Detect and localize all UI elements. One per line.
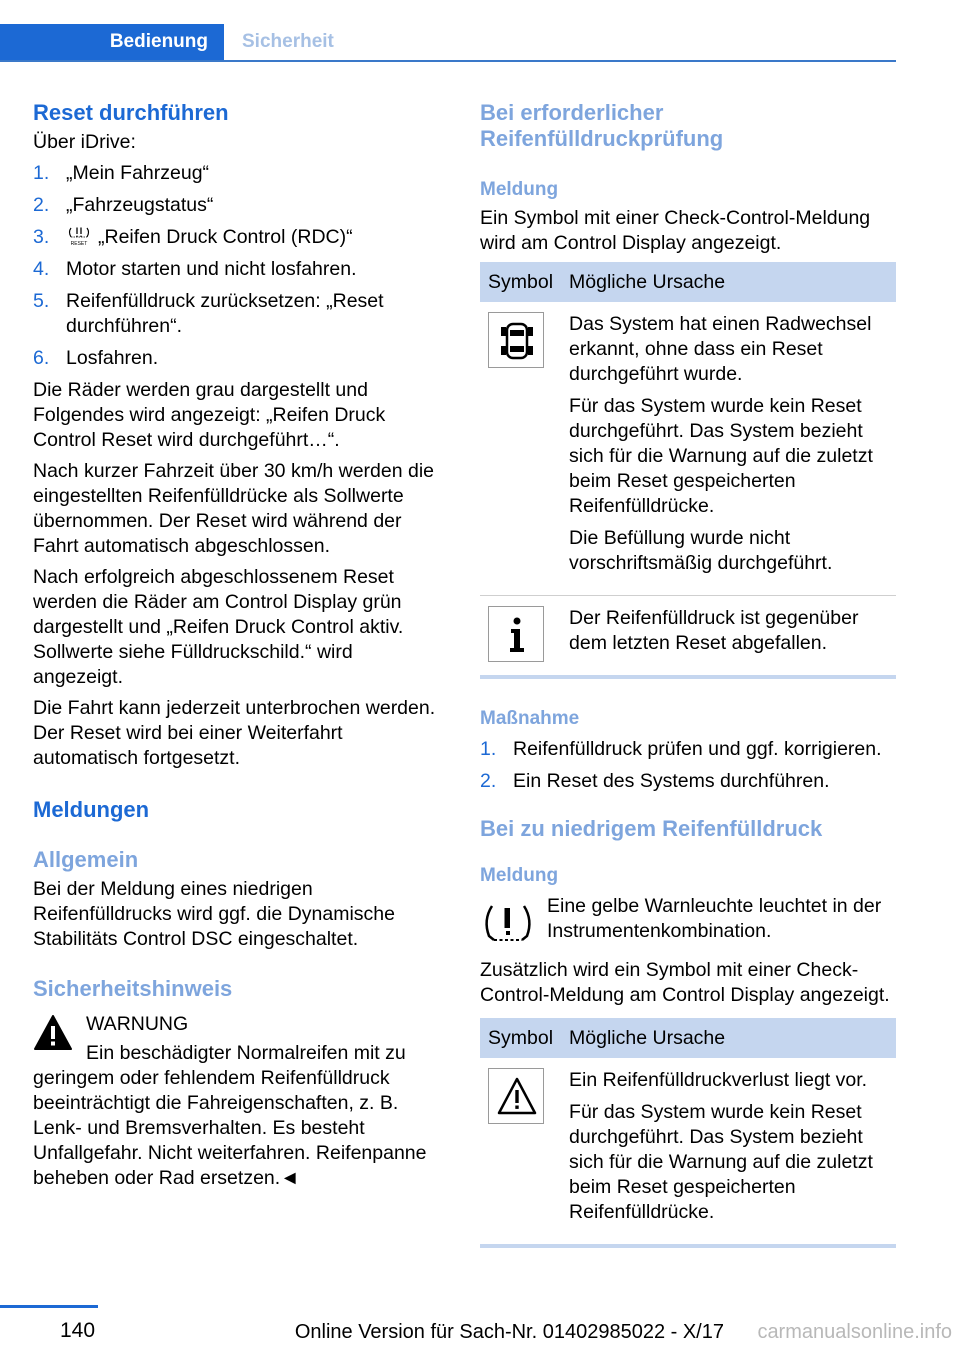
sicherheitshinweis-heading: Sicherheitshinweis bbox=[33, 976, 233, 1001]
warning-triangle-icon bbox=[33, 1014, 73, 1052]
list-item bbox=[480, 769, 896, 794]
page-number: 140 bbox=[60, 1319, 96, 1342]
body-paragraph: Die Räder werden grau dargestellt und Folgendes wird angezeigt: „Reifen Druck Control Reset wird durchgeführt…“. bbox=[33, 379, 386, 451]
left-column bbox=[33, 100, 448, 1197]
warning-label: WARNUNG bbox=[86, 1013, 189, 1035]
warning-text: Ein beschädigter Normalreifen mit zu geringem oder fehlendem Reifenfülldruck beeinträchtigt die Fahreigenschaften, z. B. Lenk- und Bremsverhalten. Es besteht Unfallgefahr. Nicht weiterfahren. Reifenpanne beheben oder Rad ersetzen.◄ bbox=[33, 1042, 427, 1189]
info-icon bbox=[489, 607, 545, 663]
list-item bbox=[33, 289, 448, 339]
symbol-table-1 bbox=[480, 262, 896, 675]
meldungen-heading: Meldungen bbox=[33, 797, 150, 822]
step-number: 4. bbox=[33, 258, 50, 280]
step-number: 3. bbox=[33, 226, 50, 248]
warning-lamp-text: Eine gelbe Warnleuchte leuchtet in der Instrumentenkombination. bbox=[547, 895, 882, 942]
massnahme-heading: Maßnahme bbox=[480, 708, 580, 729]
table-end-bar bbox=[480, 675, 896, 679]
via-idrive-text: Über iDrive: bbox=[33, 131, 136, 153]
section-tab-bar bbox=[0, 24, 896, 62]
symbol-cell bbox=[480, 302, 561, 596]
rdc-reset-icon bbox=[66, 226, 92, 246]
meldung-heading: Meldung bbox=[480, 179, 559, 200]
watermark-text: carmanualsonline.info bbox=[757, 1321, 952, 1343]
cause-cell bbox=[561, 596, 896, 676]
rdc-icon-label: RESET bbox=[70, 241, 88, 246]
step-number: 5. bbox=[33, 290, 50, 312]
step-text: „Mein Fahrzeug“ bbox=[66, 162, 210, 184]
step-text: Losfahren. bbox=[66, 347, 159, 369]
step-number: 2. bbox=[480, 770, 497, 792]
car-wheels-icon bbox=[489, 313, 545, 369]
table-header-row bbox=[480, 1018, 896, 1058]
step-text: Reifenfülldruck prüfen und ggf. korrigieren. bbox=[513, 738, 882, 760]
list-item bbox=[33, 225, 448, 250]
list-item bbox=[33, 161, 448, 186]
column-header-cause: Mögliche Ursache bbox=[561, 262, 896, 302]
body-paragraph: Die Fahrt kann jederzeit unterbrochen werden. Der Reset wird bei einer Weiterfahrt automatisch fortgesetzt. bbox=[33, 697, 436, 769]
step-text: „Reifen Druck Control (RDC)“ bbox=[98, 226, 353, 248]
symbol-table-2 bbox=[480, 1018, 896, 1244]
column-header-cause: Mögliche Ursache bbox=[561, 1018, 896, 1058]
reset-heading: Reset durchführen bbox=[33, 100, 229, 125]
online-version-text: Online Version für Sach-Nr. 01402985022 - X/17 bbox=[294, 1321, 724, 1343]
warning-lamp-block bbox=[480, 894, 896, 944]
tire-pressure-warning-icon bbox=[480, 896, 536, 952]
step-text: „Fahrzeugstatus“ bbox=[66, 194, 214, 216]
symbol-frame bbox=[488, 312, 544, 368]
body-paragraph: Nach kurzer Fahrzeit über 30 km/h werden die eingestellten Reifenfülldrücke als Sollwerte übernommen. Der Reset wird während der Fahrt automatisch abgeschlossen. bbox=[33, 460, 435, 557]
cause-text: Die Befüllung wurde nicht vorschriftsmäßig durchgeführt. bbox=[569, 527, 833, 574]
step-number: 6. bbox=[33, 347, 50, 369]
list-item bbox=[33, 257, 448, 282]
cause-text: Für das System wurde kein Reset durchgeführt. Das System bezieht sich für die Warnung auf die zuletzt beim Reset gespeicherten Reifenfülldrücke. bbox=[569, 395, 873, 517]
footer-accent-line bbox=[0, 1305, 98, 1308]
cause-cell bbox=[561, 1058, 896, 1244]
step-number: 1. bbox=[480, 738, 497, 760]
cause-text: Ein Reifenfülldruckverlust liegt vor. bbox=[569, 1069, 868, 1091]
section-heading-niedrig: Bei zu niedrigem Reifenfülldruck bbox=[480, 816, 823, 841]
symbol-frame bbox=[488, 1068, 544, 1124]
cause-text: Der Reifenfülldruck ist gegenüber dem letzten Reset abgefallen. bbox=[569, 607, 859, 654]
reset-steps-list bbox=[33, 161, 448, 371]
warning-block bbox=[33, 1012, 448, 1191]
right-column bbox=[480, 100, 896, 1248]
massnahme-steps-list bbox=[480, 737, 896, 794]
list-item bbox=[33, 193, 448, 218]
table-row bbox=[480, 596, 896, 676]
allgemein-heading: Allgemein bbox=[33, 847, 139, 872]
symbol-cell bbox=[480, 596, 561, 676]
symbol-cell bbox=[480, 1058, 561, 1244]
list-item bbox=[480, 737, 896, 762]
meldung-heading: Meldung bbox=[480, 865, 559, 886]
warning-triangle-icon bbox=[489, 1069, 545, 1125]
table-header-row bbox=[480, 262, 896, 302]
column-header-symbol: Symbol bbox=[480, 1018, 561, 1058]
allgemein-text: Bei der Meldung eines niedrigen Reifenfülldrucks wird ggf. die Dynamische Stabilitäts Control DSC eingeschaltet. bbox=[33, 878, 395, 950]
cause-cell bbox=[561, 302, 896, 596]
step-text: Reifenfülldruck zurücksetzen: „Reset durchführen“. bbox=[66, 290, 384, 337]
step-number: 1. bbox=[33, 162, 50, 184]
tab-sicherheit[interactable]: Sicherheit bbox=[242, 31, 334, 52]
body-paragraph: Nach erfolgreich abgeschlossenem Reset werden die Räder am Control Display grün dargestellt und „Reifen Druck Control aktiv. Sollwerte siehe Fülldruckschild.“ wird angezeigt. bbox=[33, 566, 404, 688]
table-end-bar bbox=[480, 1244, 896, 1248]
tab-bedienung[interactable]: Bedienung bbox=[0, 24, 224, 60]
meldung-text-2: Zusätzlich wird ein Symbol mit einer Check-Control-Meldung am Control Display angezeigt. bbox=[480, 959, 890, 1006]
symbol-frame bbox=[488, 606, 544, 662]
step-number: 2. bbox=[33, 194, 50, 216]
table-row bbox=[480, 1058, 896, 1244]
column-header-symbol: Symbol bbox=[480, 262, 561, 302]
step-text: Motor starten und nicht losfahren. bbox=[66, 258, 357, 280]
step-text: Ein Reset des Systems durchführen. bbox=[513, 770, 830, 792]
meldung-text: Ein Symbol mit einer Check-Control-Meldung wird am Control Display angezeigt. bbox=[480, 207, 871, 254]
cause-text: Für das System wurde kein Reset durchgeführt. Das System bezieht sich für die Warnung auf die zuletzt beim Reset gespeicherten Reifenfülldrücke. bbox=[569, 1101, 873, 1223]
cause-text: Das System hat einen Radwechsel erkannt, ohne dass ein Reset durchgeführt wurde. bbox=[569, 313, 872, 385]
list-item bbox=[33, 346, 448, 371]
table-row bbox=[480, 302, 896, 596]
section-heading-pruefung: Bei erforderlicher Reifenfülldruckprüfung bbox=[480, 100, 724, 151]
